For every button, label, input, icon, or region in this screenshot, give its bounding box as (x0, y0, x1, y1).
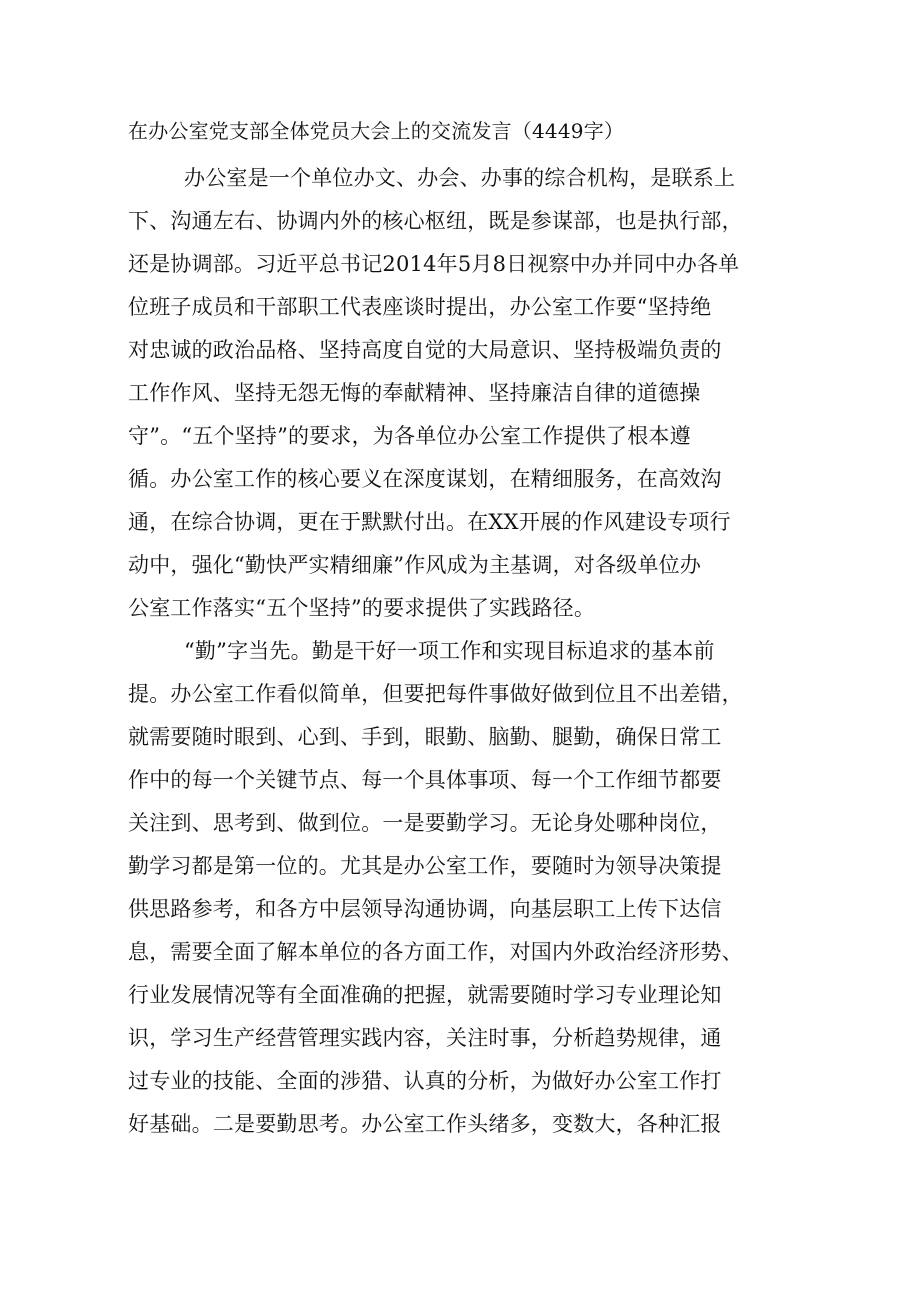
paragraph-1-line-7: 守”。“五个坚持”的要求，为各单位办公室工作提供了根本遵 (128, 424, 691, 448)
paragraph-2-line-1: “勤”字当先。勤是干好一项工作和实现目标追求的基本前 (184, 639, 715, 663)
paragraph-1-line-4: 位班子成员和干部职工代表座谈时提出，办公室工作要“坚持绝 (128, 295, 712, 319)
document-title: 在办公室党支部全体党员大会上的交流发言（4449字） (128, 119, 625, 143)
paragraph-1-line-5: 对忠诚的政治品格、坚持高度自觉的大局意识、坚持极端负责的 (128, 338, 722, 362)
paragraph-2-line-11: 过专业的技能、全面的涉猎、认真的分析，为做好办公室工作打 (128, 1069, 722, 1093)
paragraph-2-line-4: 作中的每一个关键节点、每一个具体事项、每一个工作细节都要 (128, 768, 722, 792)
paragraph-1-line-8: 循。办公室工作的核心要义在深度谋划，在精细服务，在高效沟 (128, 467, 722, 491)
paragraph-2-line-9: 行业发展情况等有全面准确的把握，就需要随时学习专业理论知 (128, 983, 722, 1007)
paragraph-2-line-8: 息，需要全面了解本单位的各方面工作，对国内外政治经济形势、 (128, 940, 743, 964)
paragraph-2-line-3: 就需要随时眼到、心到、手到，眼勤、脑勤、腿勤，确保日常工 (128, 725, 722, 749)
paragraph-1-line-11: 公室工作落实“五个坚持”的要求提供了实践路径。 (128, 596, 596, 620)
paragraph-1-line-10: 动中，强化“勤快严实精细廉”作风成为主基调，对各级单位办 (128, 553, 702, 577)
paragraph-1-line-9: 通，在综合协调，更在于默默付出。在XX开展的作风建设专项行 (128, 510, 731, 534)
paragraph-2-line-12: 好基础。二是要勤思考。办公室工作头绪多，变数大，各种汇报 (128, 1112, 722, 1136)
paragraph-2-line-7: 供思路参考，和各方中层领导沟通协调，向基层职工上传下达信 (128, 897, 722, 921)
paragraph-1-line-6: 工作作风、坚持无怨无悔的奉献精神、坚持廉洁自律的道德操 (128, 381, 701, 405)
paragraph-2-line-5: 关注到、思考到、做到位。一是要勤学习。无论身处哪种岗位， (128, 811, 722, 835)
paragraph-2-line-10: 识，学习生产经营管理实践内容，关注时事，分析趋势规律，通 (128, 1026, 722, 1050)
paragraph-1-line-1: 办公室是一个单位办文、办会、办事的综合机构，是联系上 (184, 166, 736, 190)
paragraph-1-line-3: 还是协调部。习近平总书记2014年5月8日视察中办并同中办各单 (128, 252, 740, 276)
paragraph-1-line-2: 下、沟通左右、协调内外的核心枢纽，既是参谋部，也是执行部， (128, 209, 743, 233)
paragraph-2-line-2: 提。办公室工作看似简单，但要把每件事做好做到位且不出差错， (128, 682, 743, 706)
paragraph-2-line-6: 勤学习都是第一位的。尤其是办公室工作，要随时为领导决策提 (128, 854, 722, 878)
